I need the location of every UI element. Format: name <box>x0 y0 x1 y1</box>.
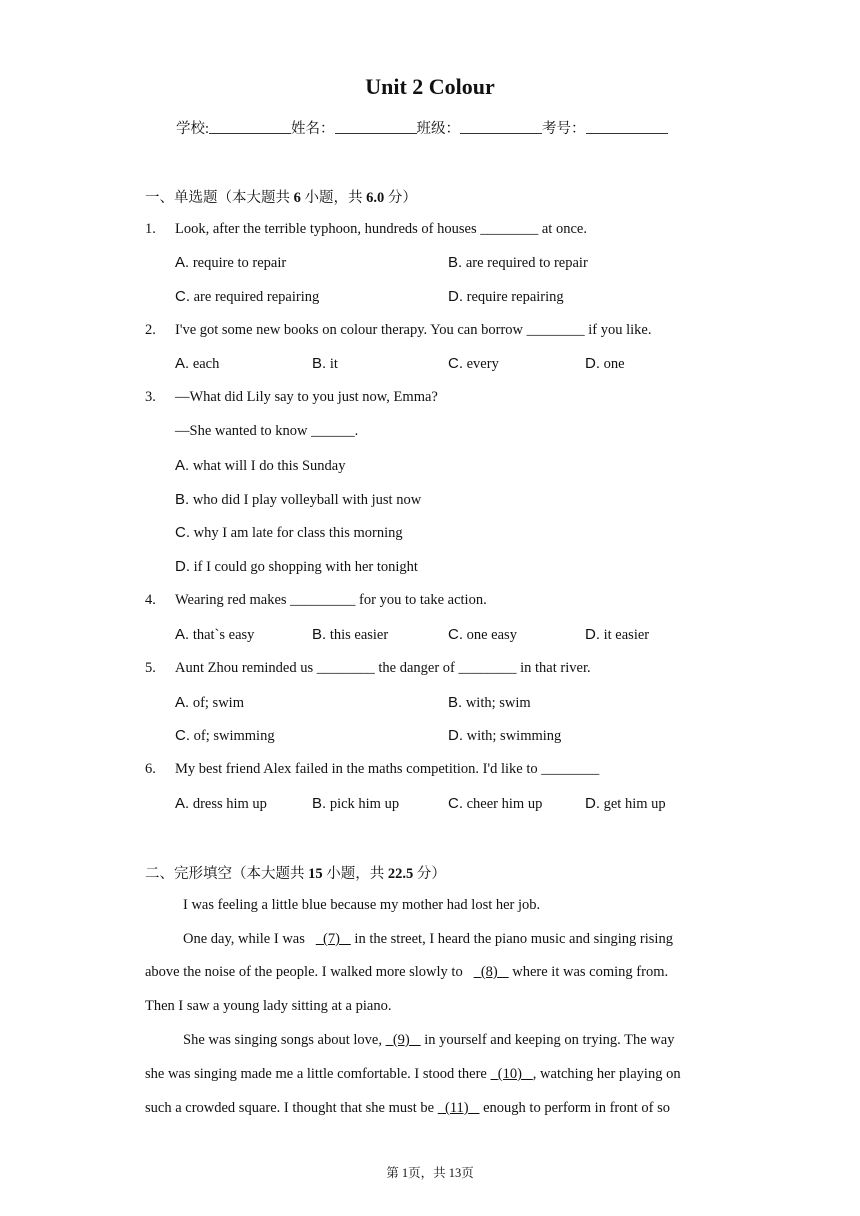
question-stem: —What did Lily say to you just now, Emma? <box>175 389 438 405</box>
blank-11[interactable]: (11) <box>445 1100 469 1116</box>
question-stem: Look, after the terrible typhoon, hundreds of houses ________ at once. <box>175 221 587 237</box>
passage-line: such a crowded square. I thought that she must be (11) enough to perform in front of so <box>145 1100 670 1116</box>
option-b[interactable]: B. this easier <box>312 626 389 643</box>
option-b[interactable]: B. it <box>312 355 338 372</box>
option-c[interactable]: C. are required repairing <box>175 288 320 305</box>
passage-line: she was singing made me a little comfortable. I stood there (10) , watching her playing on <box>145 1066 681 1082</box>
option-a[interactable]: A. each <box>175 355 220 372</box>
option-a[interactable]: A. what will I do this Sunday <box>175 457 346 474</box>
question-stem: Aunt Zhou reminded us ________ the danger of ________ in that river. <box>175 660 591 676</box>
question-stem: Wearing red makes _________ for you to take action. <box>175 592 487 608</box>
option-d[interactable]: D. require repairing <box>448 288 564 305</box>
class-label: 班级： <box>416 121 461 137</box>
passage-line: She was singing songs about love, (9) in yourself and keeping on trying. The way <box>183 1032 675 1048</box>
blank-7[interactable]: (7) <box>323 931 340 947</box>
question-1: 1. Look, after the terrible typhoon, hundreds of houses ________ at once. <box>145 221 587 237</box>
section-heading-cloze: 二、完形填空（本大题共 15 小题，共 22.5 分） <box>145 866 446 882</box>
name-label: 姓名： <box>291 121 335 137</box>
passage-line: One day, while I was (7) in the street, I heard the piano music and singing rising <box>183 931 673 947</box>
option-c[interactable]: C. why I am late for class this morning <box>175 524 403 541</box>
class-blank[interactable] <box>460 121 542 134</box>
blank-9[interactable]: (9) <box>392 1032 410 1048</box>
option-a[interactable]: A. that`s easy <box>175 626 255 643</box>
option-a[interactable]: A. require to repair <box>175 254 287 271</box>
blank-8[interactable]: (8) <box>480 964 498 980</box>
option-d[interactable]: D. one <box>585 355 625 372</box>
page-footer: 第 1页，共 13页 <box>386 1166 474 1180</box>
question-4: 4. Wearing red makes _________ for you to take action. <box>145 592 487 608</box>
name-blank[interactable] <box>335 121 417 134</box>
exam-number-label: 考号： <box>542 121 586 137</box>
option-d[interactable]: D. if I could go shopping with her tonight <box>175 558 418 575</box>
question-6: 6. My best friend Alex failed in the maths competition. I'd like to ________ <box>145 761 600 777</box>
option-c[interactable]: C. of; swimming <box>175 727 275 744</box>
option-b[interactable]: B. who did I play volleyball with just now <box>175 491 422 508</box>
student-info-line <box>176 117 668 138</box>
blank-10[interactable]: (10) <box>497 1066 522 1082</box>
question-3: 3. —What did Lily say to you just now, Emma? <box>145 389 438 405</box>
school-blank[interactable] <box>209 121 291 134</box>
question-stem-line-2: —She wanted to know ______. <box>175 423 359 439</box>
passage-line: Then I saw a young lady sitting at a piano. <box>145 998 392 1014</box>
option-d[interactable]: D. it easier <box>585 626 650 643</box>
question-5: 5. Aunt Zhou reminded us ________ the danger of ________ in that river. <box>145 660 591 676</box>
passage-line: above the noise of the people. I walked more slowly to (8) where it was coming from. <box>145 964 669 980</box>
option-b[interactable]: B. with; swim <box>448 694 531 711</box>
question-stem: I've got some new books on colour therapy. You can borrow ________ if you like. <box>175 322 652 338</box>
question-2: 2. I've got some new books on colour therapy. You can borrow ________ if you like. <box>145 322 652 338</box>
question-stem: My best friend Alex failed in the maths competition. I'd like to ________ <box>175 761 600 777</box>
option-b[interactable]: B. pick him up <box>312 795 400 812</box>
school-label: 学校: <box>176 121 210 137</box>
option-d[interactable]: D. with; swimming <box>448 727 562 744</box>
document-title: Unit 2 Colour <box>365 74 495 99</box>
option-b[interactable]: B. are required to repair <box>448 254 588 271</box>
option-c[interactable]: C. every <box>448 355 499 372</box>
option-d[interactable]: D. get him up <box>585 795 666 812</box>
option-a[interactable]: A. of; swim <box>175 694 244 711</box>
option-c[interactable]: C. cheer him up <box>448 795 543 812</box>
option-c[interactable]: C. one easy <box>448 626 517 643</box>
passage-line: I was feeling a little blue because my mother had lost her job. <box>183 897 541 913</box>
exam-number-blank[interactable] <box>586 121 668 134</box>
option-a[interactable]: A. dress him up <box>175 795 267 812</box>
section-heading-single-choice: 一、单选题（本大题共 6 小题，共 6.0 分） <box>145 190 417 206</box>
